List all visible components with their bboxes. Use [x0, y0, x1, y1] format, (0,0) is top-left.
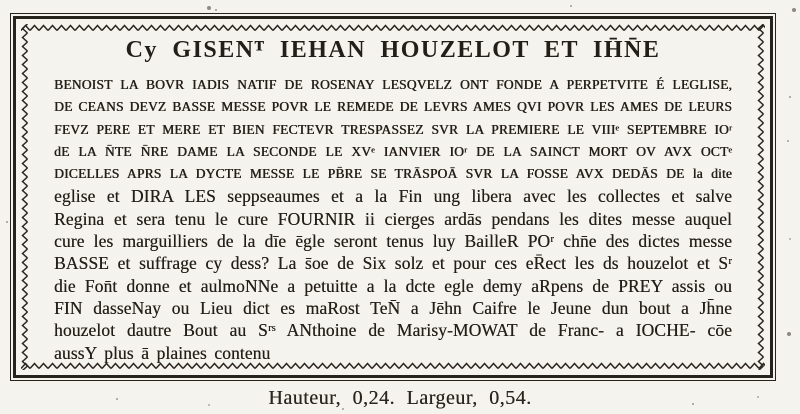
plaque-inner-frame — [13, 16, 773, 378]
epitaph-body — [54, 74, 732, 364]
body-line: BASSE et suffrage cy dess? La s̄oe de Six solz et pour ces eR̄ect les ds houzelot et Sʳ — [54, 253, 732, 274]
body-line: FEVZ PERE ET MERE ET BIEN FECTEVR TRESPASSEZ SVR LA PREMIERE LE VIIIᵉ SEPTEMBRE IOʳ — [54, 121, 732, 137]
paper-noise-specks — [0, 0, 2, 2]
zigzag-border-right — [757, 24, 765, 370]
body-line: eglise et DIRA LES seppseaumes et a la Fin ung libera avec les collectes et salve — [54, 186, 732, 207]
body-line: die Fon̄t donne et aulmoNNe a petuitte a la dcte egle demy aRpens de PREY assis ou — [54, 275, 732, 296]
body-line: Regina et sera tenu le cure FOURNIR ii cierges ardās pendans les dites messe auquel — [54, 208, 732, 229]
body-line: aussY plus ā plaines contenu — [54, 342, 271, 363]
body-line: DICELLES APRS LA DYCTE MESSE LE PB̄RE SE TRĀSPOĀ SVR LA FOSSE AVX DEDĀS DE la dite — [54, 166, 732, 182]
epitaph-title: Cy GISENᵀ IEHAN HOUZELOT ET IH̄N̄E — [125, 37, 661, 63]
zigzag-border-left — [21, 24, 29, 370]
body-line: cure les marguilliers de la dīe ēgle seront tenus luy BailleR POʳ chn̄e des dictes messe — [54, 231, 732, 252]
zigzag-border-top — [21, 24, 765, 32]
dimensions-caption: Hauteur, 0,24. Largeur, 0,54. — [268, 387, 532, 409]
body-line: FIN dasseNay ou Lieu dict es maRost TeN̄ a Jēhn Caifre le Jeune dun bout a Jh̄ne — [54, 297, 732, 318]
epitaph-text-area — [54, 35, 732, 361]
plaque-outer-frame — [10, 13, 776, 381]
body-line: dE LA N̄TE N̄RE DAME LA SECONDE LE XVᵉ IANVIER IOʳ DE LA SAINCT MORT OV AVX OCTᵉ — [54, 143, 732, 159]
body-line: BENOIST LA BOVR IADIS NATIF DE ROSENAY LESQVELZ ONT FONDE A PERPETVITE É LEGLISE, — [54, 77, 732, 92]
body-line: DE CEANS DEVZ BASSE MESSE POVR LE REMEDE DE LEVRS AMES QVI POVR LES AMES DE LEURS — [54, 99, 732, 115]
body-line: houzelot dautre Bout au Sʳˢ ANthoine de Marisy-MOWAT de Franc- a IOCHE- cōe — [54, 320, 732, 341]
